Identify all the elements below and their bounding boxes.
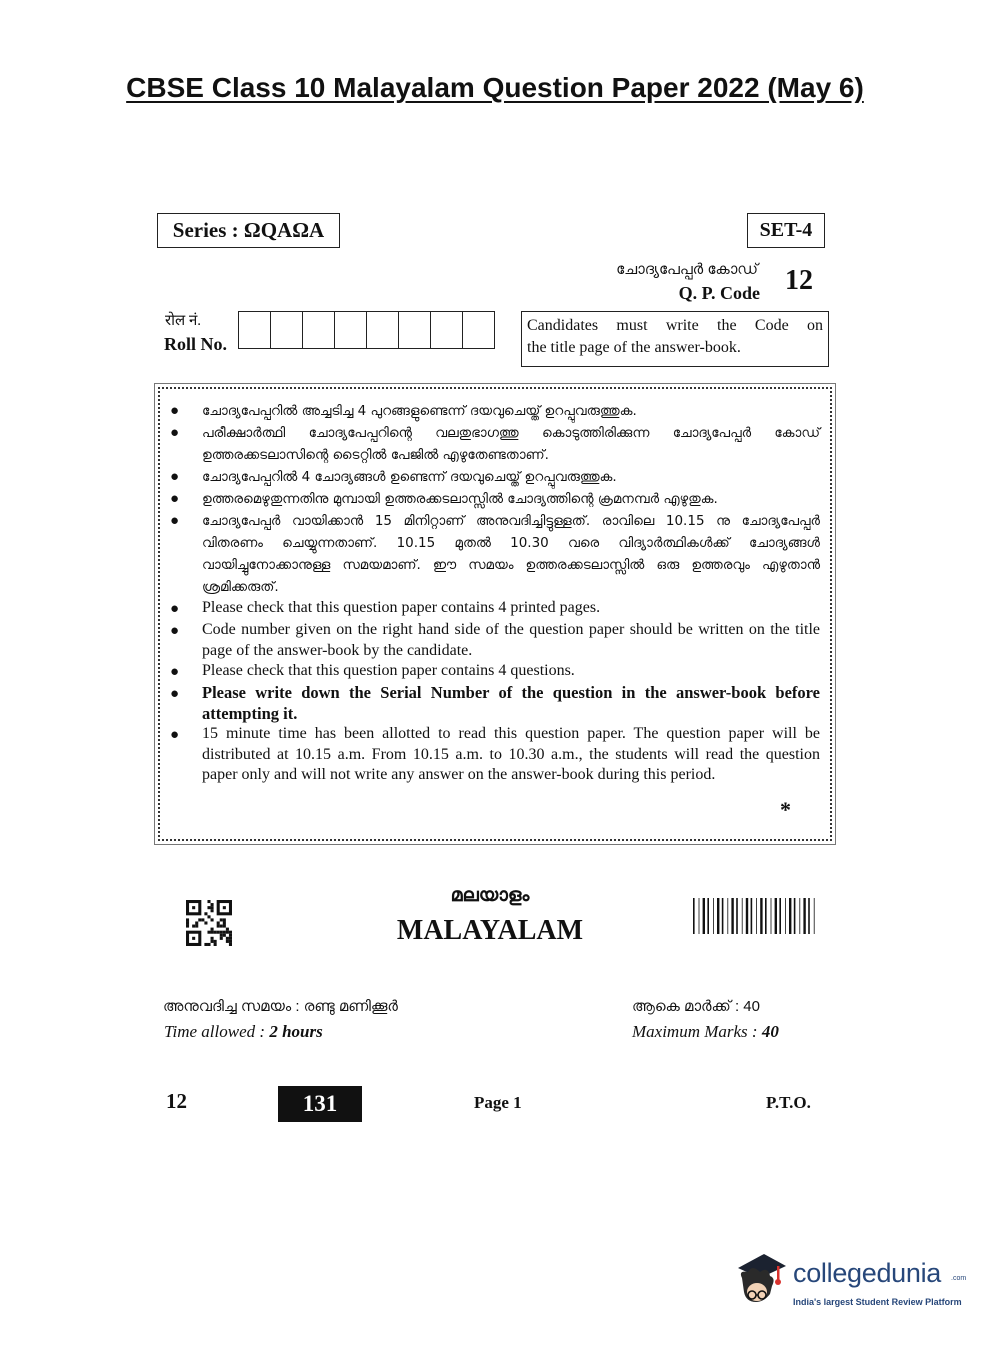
bullet-icon: ●: [170, 403, 180, 419]
qp-code-value: 12: [785, 265, 813, 296]
roll-label-hindi: रोल नं.: [165, 313, 202, 329]
max-marks-label: Maximum Marks :: [632, 1022, 762, 1041]
max-marks-value: 40: [761, 1022, 779, 1041]
instruction-text: ചോദ്യപേപ്പർ വായിക്കാൻ 15 മിനിറ്റാണ് അനുവദിച്ചിട്ടുള്ളത്. രാവിലെ 10.15 നു ചോദ്യപേപ്പർ വിതരണം ചെയ്യുന്നതാണ്. 10.15 മുതൽ 10.30 വരെ വിദ്യാർത്ഥികൾക്ക് ചോദ്യങ്ങൾ വായിച്ചുനോക്കാനുള്ള സമയമാണ്. ഈ സമയം ഉത്തരക്കടലാസ്സിൽ ഒരു ഉത്തരവും എഴുതാൻ ശ്രമിക്കരുത്.: [202, 513, 820, 595]
instruction-item: [168, 422, 820, 466]
instruction-item: [168, 598, 820, 620]
roll-label: Roll No.: [164, 334, 227, 354]
roll-number-box[interactable]: [303, 312, 335, 348]
page-number: Page 1: [474, 1093, 522, 1112]
page-title: CBSE Class 10 Malayalam Question Paper 2022 (May 6): [126, 72, 864, 103]
collegedunia-mascot-icon: [730, 1248, 790, 1310]
qp-code-label-ml: ചോദ്യപേപ്പർ കോഡ്: [616, 261, 758, 278]
roll-number-box[interactable]: [271, 312, 303, 348]
instruction-text: ചോദ്യപേപ്പറിൽ 4 ചോദ്യങ്ങൾ ഉണ്ടെന്ന് ദയവുചെയ്ത് ഉറപ്പുവരുത്തുക.: [202, 469, 617, 485]
candidates-note: [521, 311, 829, 367]
candidates-note-line: the title page of the answer-book.: [527, 339, 741, 356]
instruction-text: 15 minute time has been allotted to read this question paper. The question paper will be distributed at 10.15 a.m. From 10.15 a.m. to 10.30 a.m., the students will read the question paper only and will not write any answer on the answer-book during this period.: [202, 725, 820, 783]
instruction-item: [168, 620, 820, 661]
series-badge: Series : ΩQAΩA: [157, 213, 340, 248]
qp-code-label-en: Q. P. Code: [678, 283, 760, 303]
bullet-icon: ●: [170, 513, 180, 529]
instruction-item: [168, 400, 820, 422]
roll-number-box[interactable]: [239, 312, 271, 348]
time-allowed: [164, 1022, 323, 1042]
instruction-text: Please check that this question paper contains 4 questions.: [202, 662, 575, 679]
footer-paper-number: 131: [278, 1086, 362, 1122]
instruction-item: [168, 510, 820, 598]
roll-number-boxes[interactable]: [238, 311, 495, 349]
max-marks-ml: ആകെ മാർക്ക് : 40: [632, 998, 760, 1015]
instruction-item: [168, 683, 820, 724]
bullet-icon: ●: [170, 425, 180, 441]
max-marks: [632, 1022, 779, 1042]
roll-number-box[interactable]: [399, 312, 431, 348]
collegedunia-logo-suffix: .com: [951, 1275, 967, 1282]
instruction-text: Please write down the Serial Number of the question in the answer-book before attempting it.: [202, 683, 820, 723]
time-allowed-value: 2 hours: [269, 1022, 323, 1041]
instructions-list: [168, 400, 820, 786]
qr-code-icon: [186, 900, 232, 946]
bullet-icon: ●: [170, 727, 180, 743]
candidates-note-line: Candidates must write the Code on: [527, 317, 823, 334]
roll-number-box[interactable]: [335, 312, 367, 348]
pto-label: P.T.O.: [766, 1093, 811, 1112]
time-allowed-label: Time allowed :: [164, 1022, 270, 1041]
set-badge: SET-4: [747, 213, 825, 248]
star-mark: *: [780, 797, 791, 822]
bullet-icon: ●: [170, 469, 180, 485]
time-allowed-ml: അനുവദിച്ച സമയം : രണ്ടു മണിക്കൂർ: [163, 998, 398, 1015]
roll-number-box[interactable]: [463, 312, 494, 348]
bullet-icon: ●: [170, 601, 180, 617]
instruction-text: Please check that this question paper contains 4 printed pages.: [202, 599, 601, 616]
bullet-icon: ●: [170, 491, 180, 507]
instruction-item: [168, 661, 820, 683]
instruction-text: Code number given on the right hand side of the question paper should be written on the title page of the answer-book by the candidate.: [202, 621, 820, 659]
bullet-icon: ●: [170, 664, 180, 680]
subject-title: MALAYALAM: [396, 915, 584, 946]
collegedunia-logo-text: collegedunia: [793, 1258, 942, 1288]
subject-title-ml: മലയാളം: [450, 885, 530, 906]
roll-number-box[interactable]: [367, 312, 399, 348]
barcode-icon: [693, 898, 818, 934]
instruction-text: ചോദ്യപേപ്പറിൽ അച്ചടിച്ച 4 പുറങ്ങളുണ്ടെന്ന് ദയവുചെയ്ത് ഉറപ്പുവരുത്തുക.: [202, 403, 637, 419]
instruction-text: പരീക്ഷാർത്ഥി ചോദ്യപേപ്പറിന്റെ വലതുഭാഗത്തു കൊടുത്തിരിക്കുന്ന ചോദ്യപേപ്പർ കോഡ് ഉത്തരക്കടലാസിന്റെ ടൈറ്റിൽ പേജിൽ എഴുതേണ്ടതാണ്.: [202, 425, 820, 463]
instruction-item: [168, 488, 820, 510]
instruction-item: [168, 724, 820, 786]
instruction-text: ഉത്തരമെഴുതുന്നതിനു മുമ്പായി ഉത്തരക്കടലാസ്സിൽ ചോദ്യത്തിന്റെ ക്രമനമ്പർ എഴുതുക.: [202, 491, 718, 507]
instruction-item: [168, 466, 820, 488]
collegedunia-tagline: India's largest Student Review Platform: [793, 1297, 962, 1307]
roll-number-box[interactable]: [431, 312, 463, 348]
bullet-icon: ●: [170, 686, 180, 702]
bullet-icon: ●: [170, 623, 180, 639]
footer-code: 12: [166, 1089, 187, 1113]
